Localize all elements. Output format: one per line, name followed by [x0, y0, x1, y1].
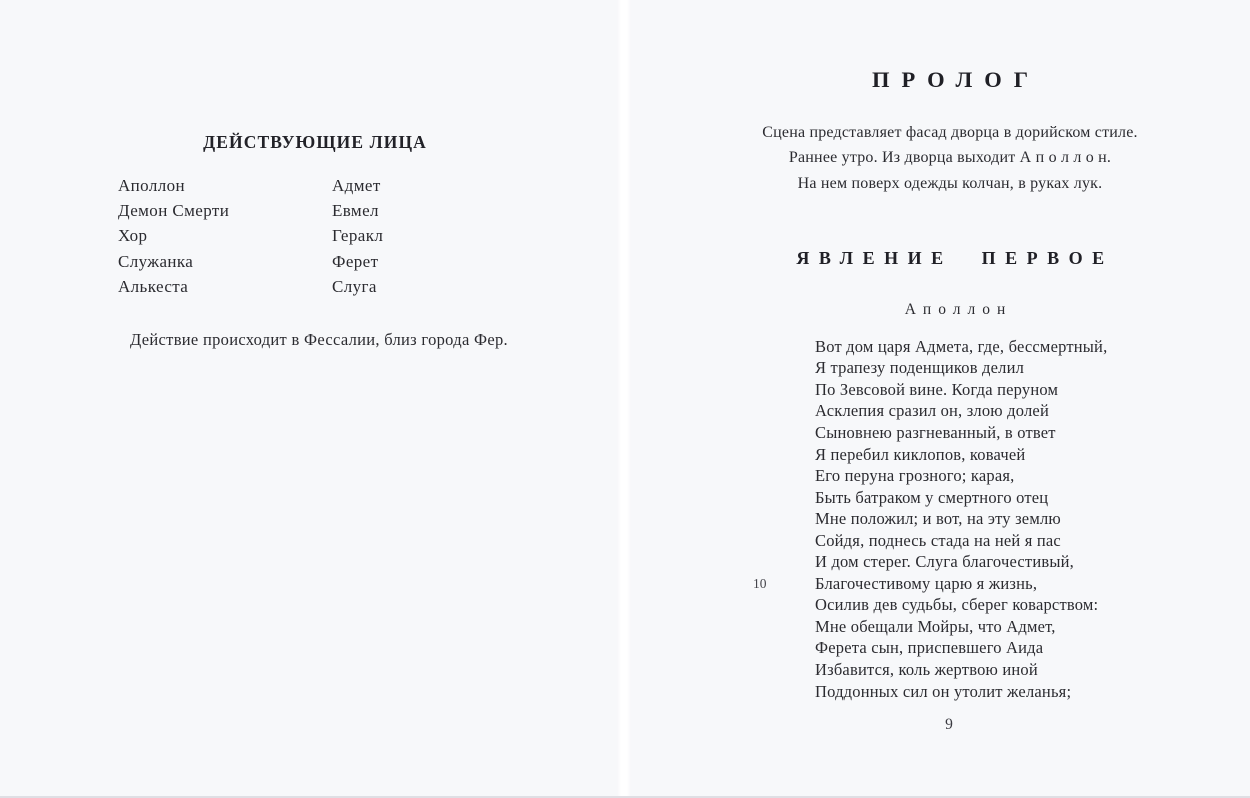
verse-line — [753, 508, 1223, 530]
verse-line — [753, 358, 1223, 380]
verse-line-text: Избавится, коль жертвою иной — [815, 659, 1038, 679]
cast-name-left: Служанка — [118, 251, 194, 271]
scene-title: ЯВЛЕНИЕ ПЕРВОЕ — [796, 248, 1114, 268]
verse-line — [753, 659, 1223, 681]
stage-direction-line: На нем поверх одежды колчан, в руках лук. — [797, 174, 1103, 192]
verse-line — [753, 422, 1223, 444]
verse-line — [753, 379, 1223, 401]
verse-line — [753, 616, 1223, 638]
cast-row — [118, 224, 548, 249]
verse-line — [753, 336, 1223, 358]
cast-name-right: Евмел — [332, 201, 379, 221]
verse-line-text: Вот дом царя Адмета, где, бессмертный, — [815, 336, 1108, 356]
verse-line-text: Осилив дев судьбы, сберег коварством: — [815, 595, 1099, 615]
stage-direction-line: Сцена представляет фасад дворца в дорийском стиле. — [762, 124, 1138, 141]
verse-line-text: Асклепия сразил он, злою долей — [815, 401, 1049, 421]
cast-name-left: Демон Смерти — [118, 201, 230, 221]
verse-line-text: И дом стерег. Слуга благочестивый, — [815, 552, 1074, 572]
verse-line-text: Мне обещали Мойры, что Адмет, — [815, 616, 1056, 636]
left-page — [0, 0, 620, 798]
verse-line-text: Я трапезу поденщиков делил — [815, 358, 1025, 378]
verse-line-number: 10 — [753, 575, 767, 591]
verse-line — [753, 444, 1223, 466]
page-gutter — [617, 0, 631, 798]
cast-list — [118, 173, 548, 300]
verse-line — [753, 551, 1223, 573]
verse-line — [753, 638, 1223, 660]
page-number: 9 — [945, 716, 953, 733]
verse-line — [753, 595, 1223, 617]
section-title: ПРОЛОГ — [871, 67, 1041, 92]
cast-name-left: Аполлон — [118, 175, 186, 195]
verse-block — [753, 336, 1223, 702]
verse-line-text: Сойдя, поднесь стада на ней я пас — [815, 530, 1061, 550]
verse-line-text: Быть батраком у смертного отец — [815, 487, 1049, 507]
cast-name-right: Слуга — [332, 277, 377, 297]
verse-line-text: Поддонных сил он утолит желанья; — [815, 681, 1072, 701]
cast-name-left: Хор — [118, 226, 148, 246]
setting-note: Действие происходит в Фессалии, близ города Фер. — [130, 330, 508, 349]
verse-line-text: По Зевсовой вине. Когда перуном — [815, 379, 1059, 399]
verse-line — [753, 530, 1223, 552]
verse-line-text: Ферета сын, приспевшего Аида — [815, 638, 1044, 658]
verse-line — [753, 465, 1223, 487]
cast-name-left: Алькеста — [118, 277, 189, 297]
verse-line-text: Мне положил; и вот, на эту землю — [815, 509, 1061, 529]
cast-row — [118, 198, 548, 223]
cast-row — [118, 249, 548, 274]
speaker-name: Аполлон — [904, 301, 1013, 318]
verse-line — [753, 573, 1223, 595]
cast-name-right: Адмет — [332, 175, 381, 195]
cast-row — [118, 275, 548, 300]
verse-line-text: Я перебил киклопов, ковачей — [815, 444, 1026, 464]
verse-line-text: Сыновнею разгневанный, в ответ — [815, 422, 1056, 442]
stage-direction-line: Раннее утро. Из дворца выходит А п о л л о н. — [788, 149, 1112, 167]
stage-directions — [640, 120, 1250, 196]
verse-line — [753, 487, 1223, 509]
verse-line-text: Благочестивому царю я жизнь, — [815, 573, 1038, 593]
verse-line-text: Его перуна грозного; карая, — [815, 466, 1015, 486]
right-page — [630, 0, 1250, 798]
verse-line — [753, 681, 1223, 703]
cast-title: ДЕЙСТВУЮЩИЕ ЛИЦА — [203, 132, 427, 152]
cast-name-right: Ферет — [332, 251, 379, 271]
verse-line — [753, 401, 1223, 423]
cast-row — [118, 173, 548, 198]
cast-name-right: Геракл — [332, 226, 384, 246]
